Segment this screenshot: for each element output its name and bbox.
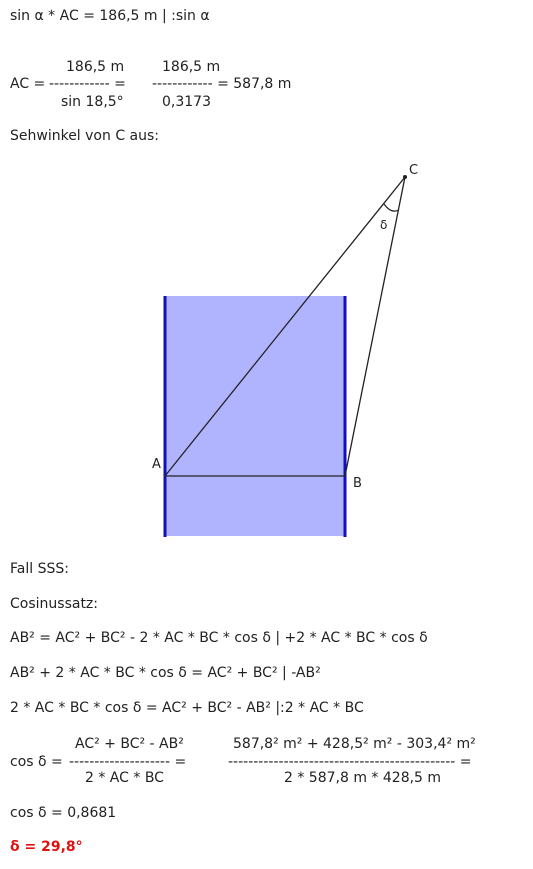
angle-delta-arc xyxy=(384,204,399,211)
label-a: A xyxy=(152,457,161,472)
ac-denominator-2: 0,3173 xyxy=(162,94,211,110)
cos-fraction-bar-2: --------------------------------------------- = xyxy=(228,754,472,770)
ac-fraction-bar-2: ------------ = 587,8 m xyxy=(152,76,292,92)
cos-denominator-2: 2 * 587,8 m * 428,5 m xyxy=(284,770,442,786)
fall-sss-heading: Fall SSS: xyxy=(10,561,69,577)
side-bc xyxy=(345,177,405,476)
equation-1: AB² = AC² + BC² - 2 * AC * BC * cos δ | +2 * AC * BC * cos δ xyxy=(10,630,428,646)
equation-sin-ac: sin α * AC = 186,5 m | :sin α xyxy=(10,8,210,24)
cos-numerator-2: 587,8² m² + 428,5² m² - 303,4² m² xyxy=(233,736,476,752)
equation-3: 2 * AC * BC * cos δ = AC² + BC² - AB² |:2 * AC * BC xyxy=(10,700,364,716)
result-delta: δ = 29,8° xyxy=(10,839,83,855)
point-c xyxy=(403,175,407,179)
label-c: C xyxy=(409,163,419,178)
cosinussatz-heading: Cosinussatz: xyxy=(10,596,98,612)
cos-numerator-1: AC² + BC² - AB² xyxy=(75,736,184,752)
river-area xyxy=(165,296,345,536)
cos-denominator-1: 2 * AC * BC xyxy=(85,770,164,786)
label-delta: δ xyxy=(380,218,388,232)
ac-numerator-1: 186,5 m xyxy=(66,59,125,75)
ac-denominator-1: sin 18,5° xyxy=(61,94,124,110)
ac-numerator-2: 186,5 m xyxy=(162,59,221,75)
label-b: B xyxy=(353,476,362,491)
equation-2: AB² + 2 * AC * BC * cos δ = AC² + BC² | -AB² xyxy=(10,665,321,681)
ac-lhs: AC = xyxy=(10,76,46,92)
sehwinkel-heading: Sehwinkel von C aus: xyxy=(10,128,160,144)
cos-value: cos δ = 0,8681 xyxy=(10,805,117,821)
ac-fraction-bar-1: ------------ = xyxy=(49,76,126,92)
cos-lhs: cos δ = xyxy=(10,754,63,770)
cos-fraction-bar-1: -------------------- = xyxy=(69,754,187,770)
